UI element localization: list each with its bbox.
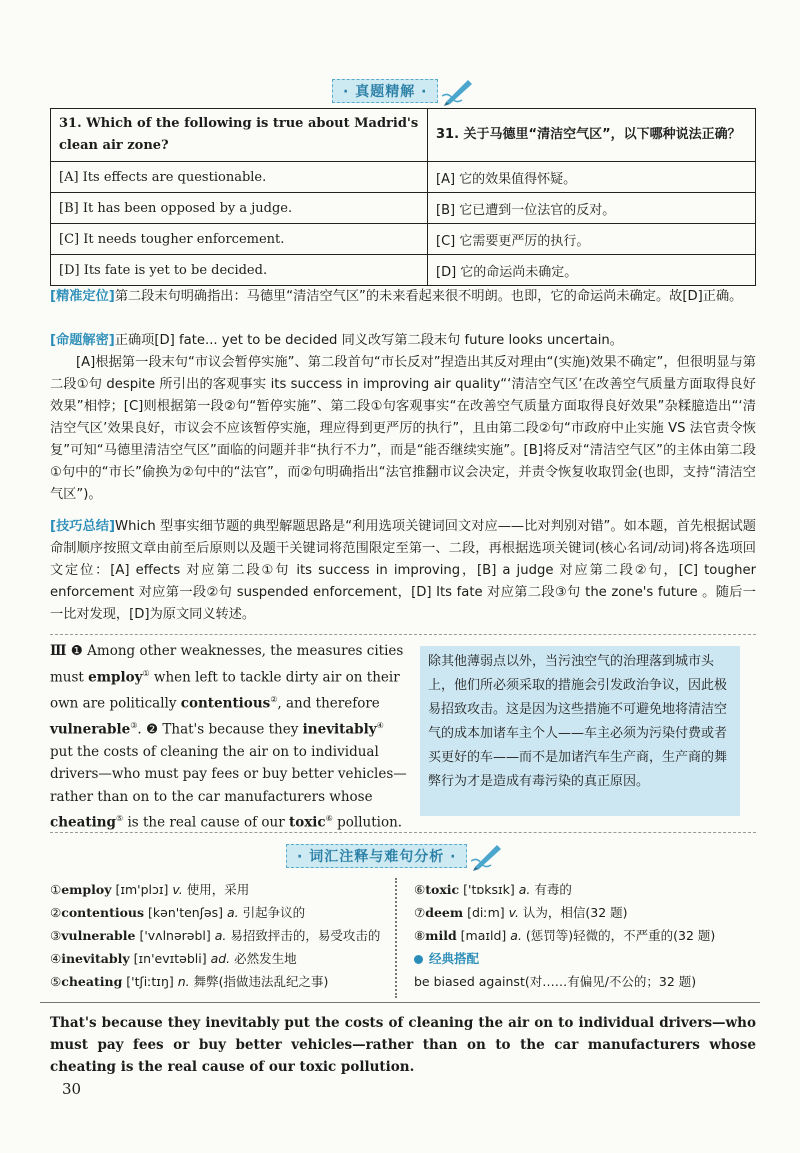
option-c-en: [C] It needs tougher enforcement.	[51, 224, 428, 255]
collocation-heading	[414, 947, 754, 970]
vocab-def: 使用，采用	[182, 882, 250, 897]
locate-text: 第二段末句明确指出：马德里“清洁空气区”的未来看起来很不明朗。也即，它的命运尚未确定。故[D]正确。	[114, 289, 743, 304]
divider	[40, 1002, 760, 1003]
footnote-mark: ⑤	[116, 814, 124, 823]
vocab-pron: [ɪm'plɔɪ]	[111, 882, 173, 897]
vocab-def: 引起争议的	[238, 905, 306, 920]
vocab-word: contentious	[61, 905, 145, 920]
option-d-en: [D] Its fate is yet to be decided.	[51, 255, 428, 286]
analysis-locate	[50, 286, 756, 308]
decode-tag: [命题解密]	[50, 333, 115, 348]
question-zh: 31. 关于马德里“清洁空气区”，以下哪种说法正确？	[428, 109, 756, 162]
footnote-mark: ②	[270, 694, 278, 704]
decode-text: 正确项[D] fate... yet to be decided 同义改写第二段末句 future looks uncertain。	[114, 333, 623, 348]
vocab-num: ⑦	[414, 905, 426, 920]
passage-run: when left to tackle dirty air on their own are politically	[50, 669, 400, 711]
section-banner-vocabulary	[286, 844, 505, 868]
table-row	[51, 162, 756, 193]
bullet-icon	[414, 955, 423, 964]
divider	[50, 634, 756, 635]
vocab-pos: a.	[518, 882, 531, 897]
passage-run: is the real cause of our	[123, 814, 289, 831]
page-number: 30	[62, 1080, 82, 1098]
locate-tag: [精准定位]	[50, 289, 115, 304]
vocab-entry	[50, 878, 400, 901]
vocab-entry	[414, 901, 754, 924]
skill-tag: [技巧总结]	[50, 519, 116, 534]
passage-text	[50, 640, 408, 834]
table-row	[51, 109, 756, 162]
vocab-def: 必然发生地	[230, 951, 297, 966]
skill-text: Which 型事实细节题的典型解题思路是“利用选项关键词回文对应——比对判别对错”。如本题，首先根据试题命制顺序按照文章由前至后原则以及题干关键词将范围限定至第一、二段，再根据选项关键词(核心名词/动词)将各选项回文定位：[A] effects 对应第二段①句 its success in improving，[B] a judge 对应第二段②句，[C] tougher enforcement 对应第一段②句 suspended enforcement，[D] Its fate 对应第二段③句 the zone's future 。随后一一比对发现，[D]为原文同义转述。	[50, 519, 756, 622]
table-row	[51, 224, 756, 255]
vocab-word: cheating	[61, 974, 123, 989]
sentence-num-1: ❶	[70, 643, 83, 659]
option-b-en: [B] It has been opposed by a judge.	[51, 193, 428, 224]
vocab-word-contentious: contentious	[180, 695, 271, 711]
paragraph-marker: Ⅲ	[50, 643, 67, 659]
vocab-def: 易招致抨击的，易受攻击的	[226, 928, 381, 943]
vocab-word-vulnerable: vulnerable	[50, 721, 131, 737]
vocab-list-right	[414, 878, 754, 993]
sentence-num-2: ❷	[145, 721, 159, 737]
section-title: · 真题精解 ·	[332, 79, 438, 103]
question-en: 31. Which of the following is true about Madrid's clean air zone?	[51, 109, 428, 162]
passage-run: Among other weaknesses, the measures cities must	[50, 643, 404, 685]
vocab-entry	[50, 924, 400, 947]
vocab-num: ⑧	[414, 928, 426, 943]
analysis-skill	[50, 516, 756, 626]
vocab-pron: ['vʌlnərəbl]	[135, 928, 215, 943]
vocab-pos: n.	[177, 974, 190, 989]
passage-run: That's because they	[158, 721, 303, 737]
vocab-entry	[50, 901, 400, 924]
vocab-def: 舞弊(指做违法乱纪之事)	[189, 974, 329, 989]
vocab-word: toxic	[425, 882, 460, 897]
analysis-decode	[50, 330, 756, 352]
vocab-pron: [maɪld]	[456, 928, 511, 943]
vocab-num: ⑥	[414, 882, 426, 897]
table-row	[51, 255, 756, 286]
vocab-word: deem	[425, 905, 464, 920]
vocab-num: ⑤	[50, 974, 62, 989]
vocab-pos: v.	[508, 905, 519, 920]
vocab-word: mild	[425, 928, 457, 943]
option-d-zh: [D] 它的命运尚未确定。	[428, 255, 756, 286]
question-table	[50, 108, 756, 286]
vocab-entry	[50, 970, 400, 993]
footnote-mark: ④	[376, 720, 384, 730]
vocab-entry	[50, 947, 400, 970]
divider	[50, 832, 756, 833]
option-a-en: [A] Its effects are questionable.	[51, 162, 428, 193]
analysis-decode-detail: [A]根据第一段末句“市议会暂停实施”、第二段首句“市长反对”捏造出其反对理由“(实施)效果不确定”，但很明显与第二段①句 despite 所引出的客观事实 its success in improving air quality“‘清洁空气区’在改善空气质量方面取得良好效果”相悖；[C]则根据第一段②句“暂停实施”、第二段①句客观事实“在改善空气质量方面取得良好效果”杂糅臆造出“‘清洁空气区’效果良好，市议会不应该暂停实施，理应得到更严厉的执行”，且由第二段②句“市政府中止实施 VS 法官责令恢复”可知“马德里清洁空气区”面临的问题并非“执行不力”，而是“能否继续实施”。[B]将反对“清洁空气区”的主体由第二段①句中的“市长”偷换为②句中的“法官”，而②句明确指出“法官推翻市议会决定，并责令恢复收取罚金(也即，支持“清洁空气区”)。	[50, 355, 756, 502]
vocab-num: ④	[50, 951, 62, 966]
vocab-num: ②	[50, 905, 62, 920]
passage-run: pollution.	[332, 814, 403, 831]
vocab-word: vulnerable	[61, 928, 136, 943]
passage-run: put the costs of cleaning the air on to individual drivers—who must pay fees or buy better vehicles—rather than on to the car manufacturers whose	[50, 743, 407, 805]
vocab-pron: ['tɒksɪk]	[459, 882, 519, 897]
vocab-pron: ['tʃiːtɪŋ]	[122, 974, 178, 989]
passage-run: , and therefore	[277, 695, 380, 711]
vocab-pos: a.	[214, 928, 227, 943]
vocab-num: ①	[50, 882, 62, 897]
vocab-pron: [ɪn'evɪtəbli]	[129, 951, 211, 966]
vocab-word-toxic: toxic	[289, 814, 326, 831]
option-a-zh: [A] 它的效果值得怀疑。	[428, 162, 756, 193]
vocab-separator	[395, 878, 407, 998]
table-row	[51, 193, 756, 224]
vocab-word: employ	[61, 882, 112, 897]
vocab-word-cheating: cheating	[50, 814, 116, 831]
translation-box: 除其他薄弱点以外，当污浊空气的治理落到城市头上，他们所必须采取的措施会引发政治争议，因此极易招致攻击。这是因为这些措施不可避免地将清洁空气的成本加诸车主个人——车主必须为污染付费或者买更好的车——而不是加诸汽车生产商，生产商的舞弊行为才是造成有毒污染的真正原因。	[420, 646, 740, 816]
footnote-mark: ①	[142, 668, 150, 678]
collocation-title: 经典搭配	[429, 951, 480, 966]
vocab-entry	[414, 878, 754, 901]
footnote-mark: ⑥	[325, 814, 333, 823]
vocab-word: inevitably	[61, 951, 130, 966]
vocab-pos: a.	[510, 928, 522, 943]
vocab-def: (惩罚等)轻微的，不严重的(32 题)	[521, 928, 716, 943]
footnote-mark: ③	[130, 720, 138, 730]
hard-sentence: That's because they inevitably put the costs of cleaning the air on to individual drivers—who must pay fees or buy better vehicles—rather than on to the car manufacturers whose cheating is the real cause of our toxic pollution.	[50, 1015, 756, 1075]
vocab-def: 有毒的	[530, 882, 572, 897]
passage-run: .	[137, 721, 146, 737]
pen-icon	[471, 841, 505, 871]
vocab-entry	[414, 924, 754, 947]
vocab-word-inevitably: inevitably	[302, 721, 377, 737]
option-c-zh: [C] 它需要更严厉的执行。	[428, 224, 756, 255]
collocation-text: be biased against(对……有偏见/不公的；32 题)	[414, 974, 697, 989]
vocab-pron: [kən'tenʃəs]	[144, 905, 227, 920]
vocab-pos: a.	[226, 905, 239, 920]
vocab-list-left	[50, 878, 400, 993]
section-banner-exam-analysis	[332, 80, 476, 102]
vocab-def: 认为，相信(32 题)	[518, 905, 628, 920]
vocab-pos: ad.	[210, 951, 231, 966]
vocab-word-employ: employ	[88, 669, 143, 685]
pen-icon	[442, 76, 476, 106]
vocab-num: ③	[50, 928, 62, 943]
option-b-zh: [B] 它已遭到一位法官的反对。	[428, 193, 756, 224]
vocab-pron: [diːm]	[463, 905, 509, 920]
vocab-pos: v.	[172, 882, 183, 897]
section-title: · 词汇注释与难句分析 ·	[286, 844, 467, 868]
